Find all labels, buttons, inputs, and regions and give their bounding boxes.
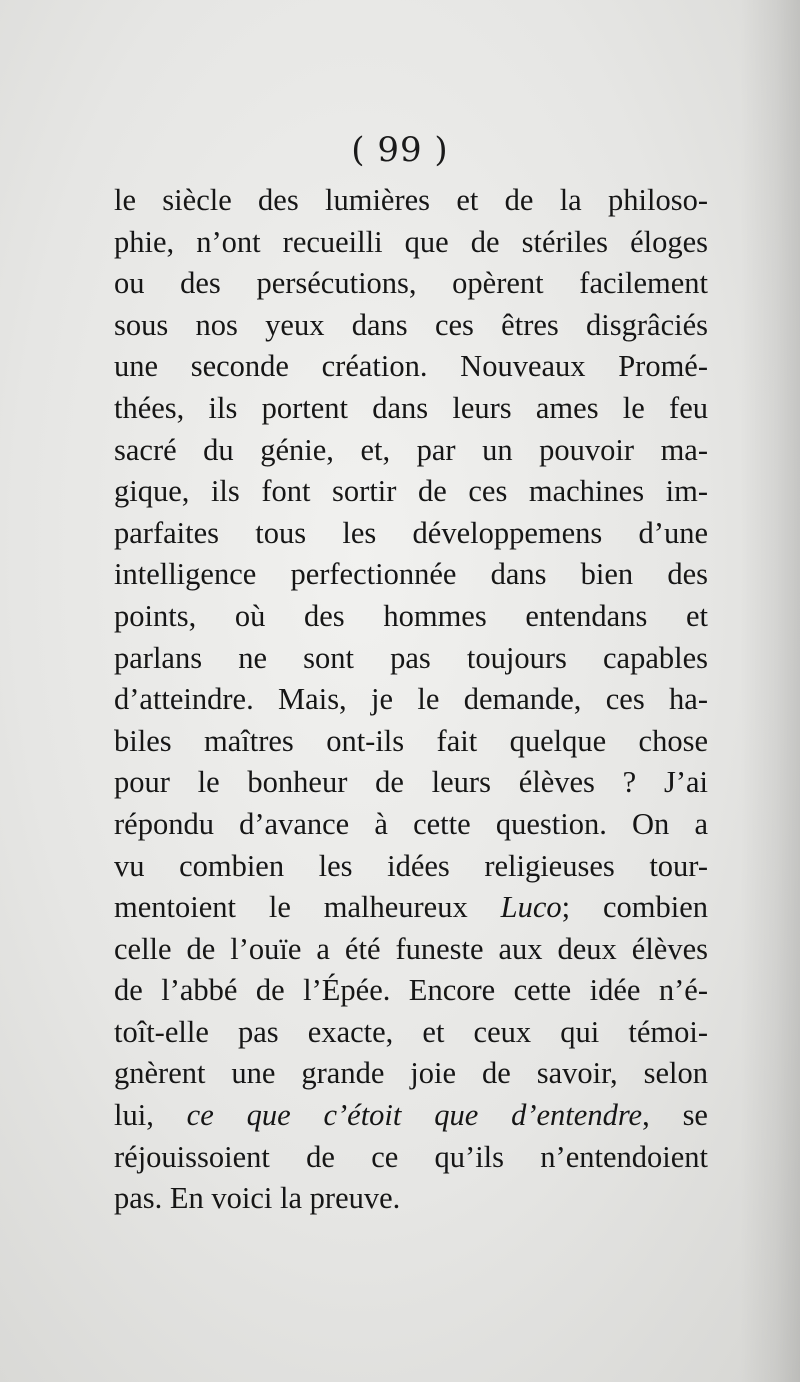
- text-segment: le siècle des lumières et de la philoso-: [114, 183, 708, 217]
- text-segment: lui,: [114, 1098, 187, 1133]
- text-segment: intelligence perfectionnée dans bien des: [114, 557, 708, 592]
- page-edge-shadow: [740, 0, 800, 1382]
- text-segment: ou des persécutions, opèrent facilement: [114, 266, 708, 301]
- text-line: [114, 804, 708, 846]
- text-line: [114, 1012, 708, 1054]
- text-line: [114, 887, 708, 929]
- text-segment: parlans ne sont pas toujours capables: [114, 640, 708, 675]
- text-segment: , se: [642, 1098, 708, 1133]
- text-line: [114, 638, 708, 680]
- italic-text-segment: Luco: [500, 890, 562, 925]
- text-line: [114, 1053, 708, 1095]
- text-segment: gique, ils font sortir de ces machines im-: [114, 474, 708, 509]
- text-line: [114, 1095, 708, 1137]
- text-line: [114, 180, 708, 222]
- text-segment: celle de l’ouïe a été funeste aux deux élèves: [114, 931, 708, 966]
- text-line: [114, 346, 708, 388]
- text-line: [114, 679, 708, 721]
- text-line: [114, 1178, 708, 1220]
- text-segment: mentoient le malheureux: [114, 890, 501, 925]
- text-line: [114, 513, 708, 555]
- text-segment: points, où des hommes entendans et: [114, 598, 708, 633]
- text-segment: phie, n’ont recueilli que de stériles éloges: [114, 224, 708, 259]
- text-line: [114, 1137, 708, 1179]
- text-segment: répondu d’avance à cette question. On a: [114, 806, 708, 841]
- text-segment: sacré du génie, et, par un pouvoir ma-: [114, 432, 708, 467]
- page-number: ( 99 ): [351, 130, 449, 170]
- text-line: [114, 430, 708, 472]
- text-segment: biles maîtres ont-ils fait quelque chose: [114, 723, 708, 758]
- body-text: [114, 180, 708, 1220]
- text-line: [114, 721, 708, 763]
- text-segment: toît-elle pas exacte, et ceux qui témoi-: [114, 1014, 708, 1049]
- italic-text-segment: ce que c’étoit que d’entendre: [186, 1098, 643, 1133]
- text-line: [114, 596, 708, 638]
- text-segment: réjouissoient de ce qu’ils n’entendoient: [114, 1139, 708, 1174]
- text-line: [114, 970, 708, 1012]
- text-line: [114, 471, 708, 513]
- text-line: [114, 263, 708, 305]
- text-line: [114, 222, 708, 264]
- text-segment: une seconde création. Nouveaux Promé-: [114, 349, 708, 384]
- text-segment: vu combien les idées religieuses tour-: [114, 848, 708, 883]
- text-line: [114, 762, 708, 804]
- text-line: [114, 388, 708, 430]
- text-segment: pour le bonheur de leurs élèves ? J’ai: [114, 765, 708, 800]
- text-line: [114, 846, 708, 888]
- text-line: [114, 305, 708, 347]
- text-segment: parfaites tous les développemens d’une: [114, 515, 708, 550]
- text-line: [114, 554, 708, 596]
- text-segment: pas. En voici la preuve.: [114, 1181, 401, 1216]
- text-segment: de l’abbé de l’Épée. Encore cette idée n’é-: [114, 973, 708, 1008]
- text-segment: sous nos yeux dans ces êtres disgrâciés: [114, 307, 708, 342]
- text-segment: thées, ils portent dans leurs ames le feu: [114, 390, 708, 425]
- text-segment: gnèrent une grande joie de savoir, selon: [114, 1056, 708, 1091]
- text-line: [114, 929, 708, 971]
- text-segment: d’atteindre. Mais, je le demande, ces ha-: [114, 682, 708, 717]
- text-segment: ; combien: [561, 890, 708, 925]
